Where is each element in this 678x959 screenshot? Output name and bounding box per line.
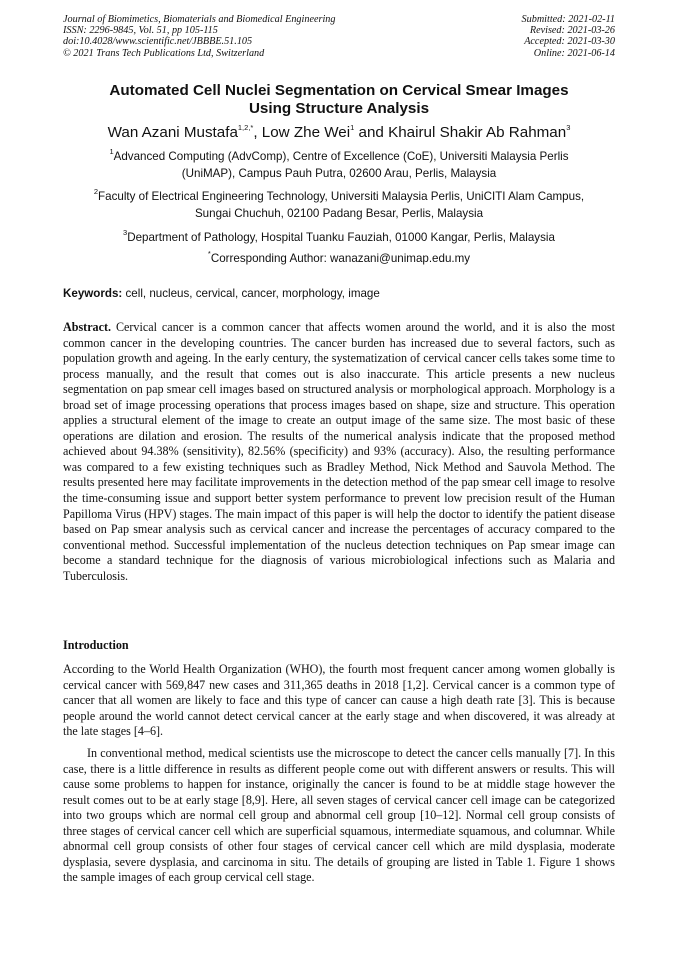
issn: ISSN: 2296-9845, Vol. 51, pp 105-115 (63, 25, 218, 37)
submitted-date: Submitted: 2021-02-11 (521, 14, 615, 25)
introduction-heading: Introduction (63, 638, 129, 652)
intro-paragraph-2 (63, 746, 615, 886)
intro-paragraph-2-text: In conventional method, medical scientists use the microscope to detect the cancer cells manually [7]. In this case, there is a little difference in results as different people come out with different answers or results. This will cause some problems to happen for instance, originally the cancer is found to be at middle stage however the result comes out to be at early stage [8,9]. Here, all seven stages of cervical cancer cell image can be categorized into two groups which are normal cell group and abnormal cell group [10–12]. Normal cell group consists of three stages of cervical cancer cell which are superficial squamous, intermediate squamous, and columnar. While abnormal cell group consists of other four stages of cervical cancer cell which are mild dysplasia, moderate dysplasia, severe dysplasia, and carcinoma in situ. The details of grouping are listed in Table 1. Figure 1 shows the sample images of each group cervical cell stage. (63, 746, 615, 885)
affiliation-2 (40, 188, 638, 222)
aff-1-line-1: Advanced Computing (AdvComp), Centre of Excellence (CoE), Universiti Malaysia Perlis (113, 150, 569, 163)
aff-3-line-1: Department of Pathology, Hospital Tuanku Fauziah, 01000 Kangar, Perlis, Malaysia (127, 231, 555, 244)
doi: doi:10.4028/www.scientific.net/JBBBE.51.105 (63, 36, 253, 48)
header-left (63, 14, 335, 59)
header-right (522, 14, 615, 59)
title-line-2: Using Structure Analysis (248, 100, 430, 117)
author-2: , Low Zhe Wei (253, 124, 351, 141)
aff-1-line-2: (UniMAP), Campus Pauh Putra, 02600 Arau, Perlis, Malaysia (181, 167, 497, 180)
author-1-sup: 1,2,* (237, 122, 254, 132)
author-3-sup: 3 (566, 122, 571, 132)
copyright: © 2021 Trans Tech Publications Ltd, Switzerland (63, 47, 265, 59)
abstract-label: Abstract. (63, 320, 112, 334)
corr-symbol: * (207, 249, 211, 259)
author-3: and Khairul Shakir Ab Rahman (354, 124, 567, 141)
keywords-label: Keywords: (63, 287, 123, 300)
author-list (20, 124, 658, 142)
journal-header (63, 14, 615, 59)
abstract-text: Cervical cancer is a common cancer that affects women around the world, and it is also the most common cancer in the developing countries. The cancer burden has increased due to several factors, such as population growth and ageing. In the early century, the systematization of cervical cancer cells takes some time to process manually, and the result that comes out is also inaccurate. This article presents a new nucleus segmentation on pap smear cell images based on structured analysis or morphological approach. Morphology is a broad set of image processing operations that process images based on shape, size and structure. This operation applies a structural element of the image to create an output image of the same size. The most basic of these operations are dilation and erosion. The results of the numerical analysis indicate that the proposed method achieved about 94.38% (sensitivity), 82.56% (specificity) and 93% (accuracy). Also, the resulting performance was compared to a few existing techniques such as Bradley Method, Nick Method and Sauvola Method. The results presented here may facilitate improvements in the detection method of the pap smear cell image to resolve the time-consuming issue and support better system performance to prevent low precision result of the Human Papilloma Virus (HPV) stages. The main impact of this paper is will help the doctor to identify the patient disease based on Pap smear analysis such as cervical cancer and increase the percentages of accuracy compared to the conventional method. Successful implementation of the nucleus detection techniques on Pap smear image can become a standard technique for the diagnosis of various microbiological infections such as Malaria and Tuberculosis. (63, 320, 615, 583)
aff-2-line-2: Sungai Chuchuh, 02100 Padang Besar, Perlis, Malaysia (194, 207, 484, 220)
aff-1-num: 1 (109, 147, 114, 157)
keywords (63, 286, 615, 301)
abstract (63, 320, 615, 584)
paper-title (40, 82, 638, 118)
affiliation-3 (40, 229, 638, 246)
title-line-1: Automated Cell Nuclei Segmentation on Cervical Smear Images (109, 82, 569, 99)
corr-email: Corresponding Author: wanazani@unimap.edu.my (210, 252, 471, 265)
revised-date: Revised: 2021-03-26 (529, 25, 615, 37)
author-1: Wan Azani Mustafa (107, 124, 238, 141)
keywords-text: cell, nucleus, cervical, cancer, morphology, image (122, 287, 380, 300)
affiliation-1 (40, 148, 638, 182)
accepted-date: Accepted: 2021-03-30 (524, 36, 615, 48)
intro-paragraph-1-text: According to the World Health Organization (WHO), the fourth most frequent cancer among women globally is cervical cancer with 569,847 new cases and 311,365 deaths in 2018 [1,2]. Cervical cancer is a common type of cancer that all women are likely to face and this type of cancer can cause a high death rate [3]. This is because people around the world cannot detect cervical cancer at the early stage and when discovered, it was already at the late stages [4–6]. (63, 662, 615, 739)
aff-2-line-1: Faculty of Electrical Engineering Technology, Universiti Malaysia Perlis, UniCITI Alam Campus, (98, 190, 585, 203)
corresponding-author (40, 250, 638, 267)
online-date: Online: 2021-06-14 (533, 47, 615, 59)
intro-paragraph-1 (63, 662, 615, 740)
aff-3-num: 3 (123, 228, 128, 238)
journal-name: Journal of Biomimetics, Biomaterials and Biomedical Engineering (63, 14, 336, 25)
author-2-sup: 1 (350, 122, 355, 132)
aff-2-num: 2 (93, 187, 99, 197)
